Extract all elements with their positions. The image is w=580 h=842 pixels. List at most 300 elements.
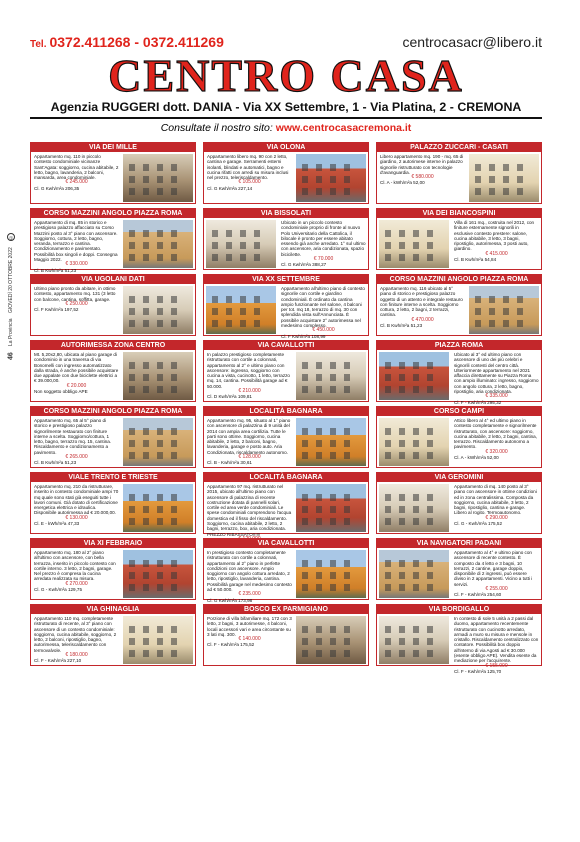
window-shape — [143, 386, 149, 393]
window-shape — [171, 188, 177, 195]
window-shape — [517, 320, 523, 327]
listing-body — [377, 218, 541, 270]
listing-card — [203, 208, 369, 270]
window-shape — [157, 428, 163, 435]
window-shape — [129, 362, 135, 369]
window-shape — [413, 440, 419, 447]
window-shape — [413, 560, 419, 567]
listing-description — [451, 548, 541, 600]
listing-price: € 20.000 — [66, 382, 87, 389]
energy-class: Cl. B - Kwh/m²a 30,61 — [207, 460, 252, 466]
listing-text: Porzione di villa bifamiliare mq. 172 con 3 letto, 2 bagni, 3 autorimesse, 4 balconi, locali accessori vari e area circostante su 3 lati mq. 300. — [207, 616, 292, 637]
window-shape — [399, 452, 405, 459]
window-shape — [171, 242, 177, 249]
listing-card — [203, 142, 369, 204]
listing-photo — [123, 484, 193, 532]
window-shape — [171, 452, 177, 459]
window-shape — [385, 428, 391, 435]
listing-body — [204, 548, 368, 603]
window-shape — [427, 242, 433, 249]
window-shape — [385, 494, 391, 501]
window-shape — [399, 386, 405, 393]
listing-title: VIA OLONA — [204, 143, 368, 152]
listing-card — [203, 472, 369, 537]
listing-photo — [123, 616, 193, 664]
window-shape — [344, 626, 350, 633]
window-shape — [143, 296, 149, 303]
listing-photo — [296, 550, 366, 598]
window-shape — [157, 452, 163, 459]
listing-description — [377, 284, 467, 336]
listing-description — [31, 548, 121, 600]
window-shape — [143, 254, 149, 261]
window-shape — [171, 518, 177, 525]
window-shape — [316, 176, 322, 183]
window-shape — [240, 308, 246, 315]
window-shape — [517, 188, 523, 195]
window-shape — [171, 362, 177, 369]
window-shape — [503, 164, 509, 171]
listing-description — [451, 350, 541, 405]
window-shape — [240, 296, 246, 303]
window-shape — [427, 506, 433, 513]
window-shape — [344, 452, 350, 459]
energy-class: Cl. F - Kwh/m²a 254,60 — [454, 592, 502, 598]
window-shape — [475, 296, 481, 303]
window-shape — [302, 176, 308, 183]
listing-text: Appartamento libero mq. 90 con 2 letto, cantina e garage. Serramenti esterni isolanti, blindati e automatici, bagno e cucina rifatti con arredi su misura inclusi nel prezzo, teleriscaldamento. — [207, 154, 289, 181]
divider — [30, 117, 542, 119]
window-shape — [171, 572, 177, 579]
window-shape — [129, 164, 135, 171]
listing-card — [376, 538, 542, 600]
listing-price: € 70.000 — [313, 256, 334, 263]
window-shape — [399, 440, 405, 447]
listing-photo — [379, 484, 449, 532]
energy-class: Cl. G - Kwh/m²a 175,52 — [454, 521, 502, 527]
window-shape — [344, 494, 350, 501]
window-shape — [129, 320, 135, 327]
listing-card — [203, 538, 369, 603]
listing-price: € 265.000 — [65, 454, 88, 461]
listing-price: € 235.000 — [238, 591, 261, 598]
window-shape — [413, 650, 419, 657]
window-shape — [413, 506, 419, 513]
window-shape — [171, 254, 177, 261]
listing-text: Ubicato in un piccolo contesto condominiale proprio di fronte al nuovo Polo Universitario della Cattolica, il bilocale è pronto per essere abitato essendo già anche arredato. 1° sul ultimo con ascensore, aria condizionata, spazio bicicilette. — [281, 220, 366, 257]
listing-body — [377, 284, 541, 336]
listing-description — [31, 482, 121, 534]
window-shape — [171, 428, 177, 435]
phone-label: Tel. — [30, 39, 47, 50]
window-shape — [226, 230, 232, 237]
window-shape — [517, 164, 523, 171]
listing-body — [204, 152, 368, 204]
listing-description — [451, 218, 541, 270]
listing-price: € 415.000 — [485, 250, 508, 257]
listing-text: In contesto di sole 5 unità a 2 passi dal duomo, appartamento recentemente ristrutturato con cucinotto arredato, armadi a muro su misura e mensole in cristallo. Riscaldamento centralizzato con contatore. Possibilità box doppio all'interno di via Agosti ad € 30.000 (esente obbligo APE). Vendita esente da mediazione per l'acquirente. — [454, 616, 539, 664]
window-shape — [399, 494, 405, 501]
listing-title: VIA BISSOLATI — [204, 209, 368, 218]
listing-photo — [379, 352, 449, 400]
window-shape — [517, 296, 523, 303]
listing-card — [376, 406, 542, 468]
window-shape — [171, 164, 177, 171]
window-shape — [157, 572, 163, 579]
energy-class: Cl. G Kwh/m²a 173,98 — [207, 597, 253, 603]
window-shape — [316, 650, 322, 657]
side-strip — [6, 30, 16, 360]
listing-text: Attico libero al 4° ed ultimo piano in contesto completamente e signorilmente ristrutturato, con ascensore: soggiorno, cucina abitabile, 2 letto, 2 bagni, cantina, terrazzo. Riscaldamento autonomo a pavimento. — [454, 418, 537, 450]
window-shape — [503, 320, 509, 327]
window-shape — [129, 650, 135, 657]
window-shape — [344, 164, 350, 171]
listing-price: € 180.000 — [65, 652, 88, 659]
header — [30, 34, 542, 134]
window-shape — [385, 230, 391, 237]
window-shape — [503, 188, 509, 195]
listing-card — [203, 604, 369, 666]
window-shape — [171, 440, 177, 447]
window-shape — [399, 254, 405, 261]
listing-price: € 245.000 — [65, 179, 88, 186]
window-shape — [143, 572, 149, 579]
energy-class: Cl. G Kwh/m²a 388,27 — [281, 262, 327, 268]
window-shape — [316, 440, 322, 447]
window-shape — [399, 230, 405, 237]
listing-photo — [469, 286, 539, 334]
window-shape — [171, 308, 177, 315]
window-shape — [171, 584, 177, 591]
listing-card — [30, 274, 196, 336]
window-shape — [157, 230, 163, 237]
window-shape — [226, 296, 232, 303]
window-shape — [399, 242, 405, 249]
window-shape — [143, 164, 149, 171]
window-shape — [143, 176, 149, 183]
window-shape — [143, 362, 149, 369]
listing-title: PALAZZO ZUCCARI - CASATI — [377, 143, 541, 152]
window-shape — [129, 188, 135, 195]
window-shape — [330, 176, 336, 183]
listing-description — [204, 350, 294, 402]
energy-class: Cl. B Kwh/m²a 54,84 — [454, 257, 497, 263]
window-shape — [171, 320, 177, 327]
window-shape — [143, 230, 149, 237]
agency-line: Agenzia RUGGERI dott. DANIA - Via XX Settembre, 1 - Via Platina, 2 - CREMONA — [50, 100, 522, 114]
listing-title: VIA XX SETTEMBRE — [204, 275, 368, 284]
window-shape — [157, 374, 163, 381]
listing-body — [204, 416, 368, 468]
listing-title: VIA UGOLANI DATI — [31, 275, 195, 284]
window-shape — [212, 308, 218, 315]
listing-photo — [123, 550, 193, 598]
window-shape — [157, 362, 163, 369]
listing-price: € 320.000 — [485, 448, 508, 455]
energy-class: Cl. F Kwh/m²a 197,52 — [34, 307, 79, 313]
listing-description — [31, 218, 121, 273]
listing-description — [377, 152, 467, 204]
window-shape — [129, 572, 135, 579]
window-shape — [143, 560, 149, 567]
listing-title: LOCALITÀ BAGNARA — [204, 473, 368, 482]
window-shape — [399, 572, 405, 579]
window-shape — [330, 440, 336, 447]
window-shape — [489, 188, 495, 195]
window-shape — [385, 374, 391, 381]
listing-photo — [123, 154, 193, 202]
listing-card — [376, 142, 542, 204]
window-shape — [129, 506, 135, 513]
window-shape — [330, 374, 336, 381]
listing-title: LOCALITÀ BAGNARA — [204, 407, 368, 416]
window-shape — [489, 296, 495, 303]
window-shape — [399, 626, 405, 633]
listing-price: € 270.000 — [65, 580, 88, 587]
listing-card — [30, 406, 196, 468]
window-shape — [302, 506, 308, 513]
window-shape — [316, 374, 322, 381]
energy-class: Non soggetto obbligo APE — [34, 389, 88, 395]
window-shape — [413, 452, 419, 459]
window-shape — [330, 506, 336, 513]
window-shape — [344, 638, 350, 645]
window-shape — [385, 572, 391, 579]
listing-card — [203, 340, 369, 402]
window-shape — [171, 650, 177, 657]
window-shape — [254, 308, 260, 315]
listing-body — [204, 482, 368, 537]
listing-body — [377, 548, 541, 600]
window-shape — [157, 440, 163, 447]
listing-text: Ubicato al 3° ed ultimo piano con ascensore di uno dei più celebri e signorili contesti del centro città. Ulteriormente appartamento nel 2021 affaccia direttamente su Piazza Roma con ampio illuminato: ingresso, soggiorno con angolo cottura, 2 letto, bagno, ripostiglio, aria condizionata. — [454, 352, 539, 395]
window-shape — [413, 638, 419, 645]
window-shape — [240, 320, 246, 327]
window-shape — [143, 650, 149, 657]
window-shape — [302, 362, 308, 369]
window-shape — [129, 242, 135, 249]
window-shape — [157, 494, 163, 501]
listing-photo — [123, 286, 193, 334]
listing-price: € 580.000 — [411, 174, 434, 181]
window-shape — [212, 230, 218, 237]
window-shape — [157, 176, 163, 183]
listing-text: Villa di 161 mq., costruita nel 2012, con finiture esternamente signorili in esclusive contesto prestere: salone, cucina abitabile, 3 letto, 3 bagni, ripostiglio, autorimessa, 3 posti auto, giardino. — [454, 220, 535, 252]
listing-body — [31, 218, 195, 273]
listing-text: Appartamento mq. 110 in piccolo contesto condominiale vicinanze Sant'Agata: soggiorno, cucina abitabile, 2 letto, bagno, lavanderia, 2 balconi, mansarda, area condominiale. — [34, 154, 119, 181]
listing-body — [31, 416, 195, 468]
window-shape — [302, 638, 308, 645]
window-shape — [427, 428, 433, 435]
window-shape — [129, 638, 135, 645]
window-shape — [344, 572, 350, 579]
window-shape — [399, 506, 405, 513]
window-shape — [157, 188, 163, 195]
window-shape — [316, 494, 322, 501]
window-shape — [129, 452, 135, 459]
window-shape — [157, 650, 163, 657]
window-shape — [316, 452, 322, 459]
window-shape — [143, 506, 149, 513]
listing-body — [31, 614, 195, 666]
window-shape — [413, 626, 419, 633]
phone — [30, 34, 224, 50]
listing-description — [451, 482, 541, 534]
window-shape — [254, 254, 260, 261]
listing-text: Libero appartamento mq. 190 - mq. 65 di giardino, 2 autorimese interne in palazzo signorile ristrutturato con tecnologie d'avanguardia. — [380, 154, 464, 175]
window-shape — [171, 296, 177, 303]
window-shape — [316, 518, 322, 525]
window-shape — [316, 428, 322, 435]
listing-title: CORSO MAZZINI ANGOLO PIAZZA ROMA — [377, 275, 541, 284]
listing-description — [204, 152, 294, 204]
window-shape — [143, 452, 149, 459]
window-shape — [171, 386, 177, 393]
window-shape — [316, 584, 322, 591]
window-shape — [413, 386, 419, 393]
listing-text: In prestigioso contesto completamente ristrutturato con cortile a colonnati, appartamento al 2° piano in perfette condizioni con ascensore. Ampio soggiorno con angolo cottura arredato, 2 letto, ripostiglio, lavanderia, cantina. Possibilità garage nel medesimo contesto ad € 50.000. — [207, 550, 292, 593]
window-shape — [475, 164, 481, 171]
listing-body — [204, 218, 368, 270]
window-shape — [399, 362, 405, 369]
window-shape — [385, 650, 391, 657]
issue-date: GIOVEDÌ 20 OTTOBRE 2022 — [8, 246, 14, 313]
window-shape — [129, 428, 135, 435]
window-shape — [254, 230, 260, 237]
window-shape — [427, 626, 433, 633]
window-shape — [399, 584, 405, 591]
listing-card — [30, 604, 196, 666]
window-shape — [129, 386, 135, 393]
window-shape — [427, 374, 433, 381]
listing-text: Appartamento di mq. 140 posto al 3° piano con ascensore in ottime condizioni ed in zona centralissima. Composta da soggiorno, cucina abitabile, 3 letto, 2 bagni, ripostiglio, cantina e garage. Libero al rogito. Termoautonomo. — [454, 484, 537, 516]
window-shape — [143, 188, 149, 195]
window-shape — [427, 440, 433, 447]
listing-text: Appartamento mq. 65 al 5° piano di storico e prestigioso palazzo signorilmente restaurato con finiture interne a scelta. Soggiorno/cottura, 1 letto, bagno, terrazzo mq. 15, cantina. Riscaldamento e condizionamento a pavimento. — [34, 418, 112, 455]
window-shape — [330, 638, 336, 645]
window-shape — [157, 506, 163, 513]
window-shape — [413, 374, 419, 381]
listing-photo — [296, 418, 366, 466]
listing-price: € 250.000 — [65, 300, 88, 307]
listing-title: VIA CAVALLOTTI — [204, 539, 368, 548]
listing-price: € 330.000 — [65, 261, 88, 268]
window-shape — [427, 584, 433, 591]
listing-text: Appartamento all'ultimo piano di contesto signorile con cortile e giardino condominiali. È ordinato da cantina ampio funzionante nel salone, 4 balconi per tot. mq 18, terrazzo di mq. 30 con splendida vista sull'Annunciata. È possibile acquistare 2° autorimessa nel medesimo complesso. — [281, 286, 365, 329]
listing-photo — [379, 418, 449, 466]
listing-text: Appartamento mq. 116 ubicato al 5° piano di storico e prestigioso palazzo oggetto di un attento e integrale restauro con finiture interne a scelta. Soggiorno cottura, 2 letto, 2 bagni, 2 terrazzi, cantina. — [380, 286, 463, 318]
window-shape — [316, 386, 322, 393]
window-shape — [330, 560, 336, 567]
energy-class: Cl. G Kwh/m²a 227,14 — [207, 185, 253, 191]
listing-body — [31, 548, 195, 600]
window-shape — [489, 320, 495, 327]
listing-card — [30, 208, 196, 273]
window-shape — [399, 560, 405, 567]
window-shape — [330, 584, 336, 591]
window-shape — [143, 626, 149, 633]
copyright-mark: © — [7, 233, 15, 241]
listing-card — [203, 406, 369, 468]
listing-body — [204, 350, 368, 402]
listing-price: € 210.000 — [238, 388, 261, 395]
window-shape — [226, 308, 232, 315]
window-shape — [212, 254, 218, 261]
listing-description — [31, 152, 121, 204]
window-shape — [427, 560, 433, 567]
listing-photo — [296, 616, 366, 664]
window-shape — [143, 374, 149, 381]
energy-class: Cl. F Kwh/m²a 108,99 — [281, 333, 326, 339]
window-shape — [344, 386, 350, 393]
window-shape — [517, 176, 523, 183]
window-shape — [157, 518, 163, 525]
magazine-name: La Provincia — [8, 318, 14, 347]
window-shape — [427, 230, 433, 237]
listing-card — [30, 472, 196, 534]
window-shape — [302, 428, 308, 435]
window-shape — [427, 518, 433, 525]
energy-class: Cl. F - Kwh/m²a 125,70 — [454, 668, 502, 674]
listing-photo — [206, 220, 276, 268]
window-shape — [385, 440, 391, 447]
listing-body — [377, 350, 541, 405]
listing-text: Appartamento di mq. 85 in storico e prestigioso palazzo affacciato su Corso Mazzini posto al 3° piano con ascensore. Soggiorno, cottura, 2 letto, bagno, veranda, terrazzo e cantina. Condizionamento e pavimentato. Possibilità box singoli e doppi. Consegna Maggio 2022. — [34, 220, 118, 263]
listing-price: € 335.000 — [485, 393, 508, 400]
listing-title: AUTORIMESSA ZONA CENTRO — [31, 341, 195, 350]
listing-price: € 470.000 — [411, 316, 434, 323]
energy-class: Cl. A - kWh/m²a 52,00 — [454, 455, 499, 461]
window-shape — [385, 518, 391, 525]
window-shape — [171, 560, 177, 567]
window-shape — [129, 230, 135, 237]
window-shape — [344, 374, 350, 381]
listing-photo — [379, 550, 449, 598]
window-shape — [330, 428, 336, 435]
window-shape — [427, 362, 433, 369]
window-shape — [171, 230, 177, 237]
listing-title: VIALE TRENTO E TRIESTE — [31, 473, 195, 482]
window-shape — [413, 572, 419, 579]
listing-text: Appartamento mq. 95, situato al 1° piano con ascensore di palazzina di 9 unità del 2014 con ampia area cortilizia. Tutte le parti sono ottime. Soggiorno, cucina abitabile, 2 letto, 2 balconi, bagno, lavanderia, garage e posto auto. Aria Condizionata, riscaldamento autonomo. — [207, 418, 291, 455]
window-shape — [385, 242, 391, 249]
window-shape — [413, 494, 419, 501]
listing-card — [30, 538, 196, 600]
window-shape — [413, 362, 419, 369]
window-shape — [302, 494, 308, 501]
window-shape — [240, 230, 246, 237]
window-shape — [475, 308, 481, 315]
window-shape — [129, 374, 135, 381]
window-shape — [413, 584, 419, 591]
listing-body — [31, 152, 195, 204]
listing-text: In palazzo prestigioso completamente ristrutturato con cortile a colonnati, appartamento al 2° e ultimo piano con ascensore: ingresso, soggiorno con cucina a vista, cucinotto, 1 letto, terrazzo mq. 14, cantina. Possibilità garage ad € 50.000. — [207, 352, 290, 389]
window-shape — [489, 308, 495, 315]
energy-class: Cl. A - kWh/m²a 52,00 — [380, 180, 425, 186]
listing-photo — [296, 154, 366, 202]
window-shape — [385, 362, 391, 369]
window-shape — [171, 626, 177, 633]
listing-description — [31, 614, 121, 666]
email: centrocasacr@libero.it — [402, 34, 542, 50]
window-shape — [427, 650, 433, 657]
window-shape — [413, 254, 419, 261]
listing-title: VIA GHINAGLIA — [31, 605, 195, 614]
window-shape — [143, 242, 149, 249]
window-shape — [302, 452, 308, 459]
window-shape — [171, 506, 177, 513]
listings-grid — [30, 142, 542, 674]
